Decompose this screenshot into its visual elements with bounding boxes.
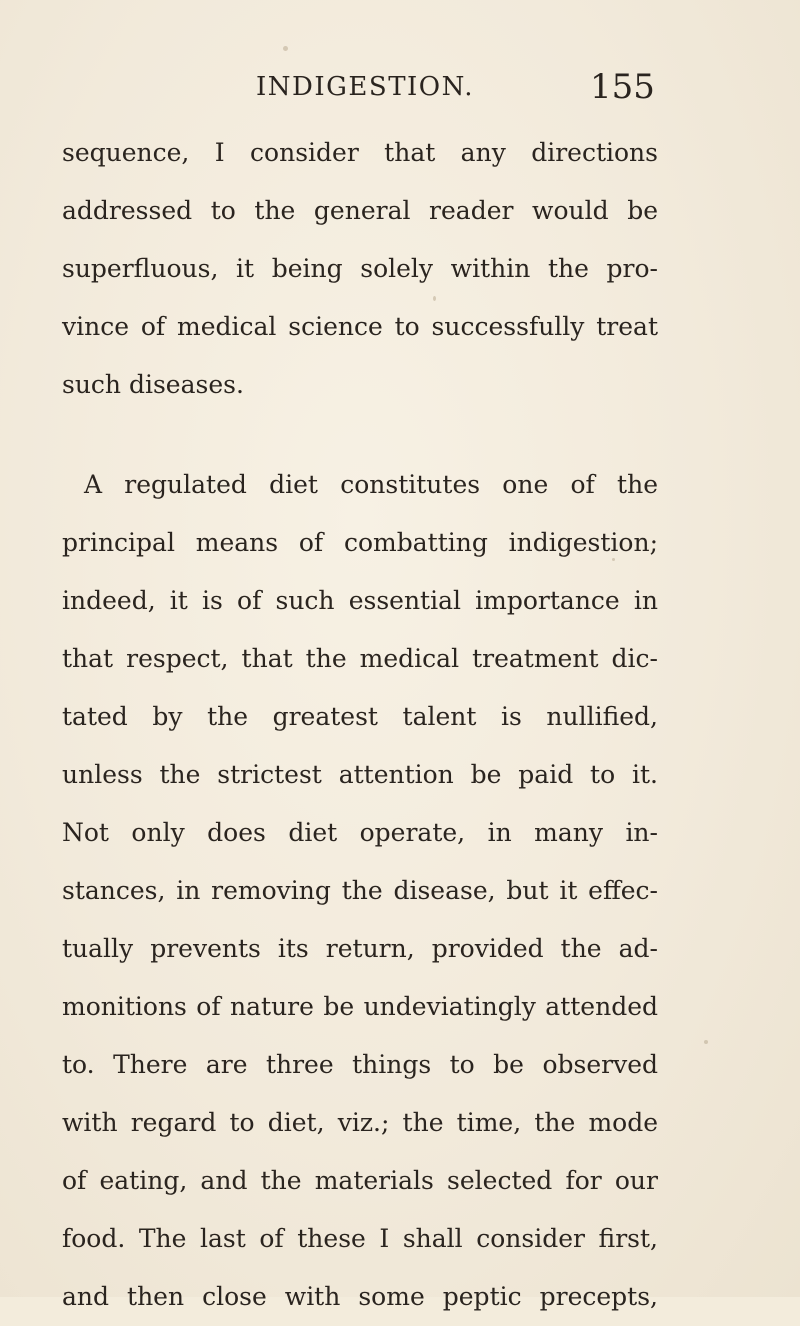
text-line: stances, in removing the disease, but it effec- — [62, 876, 658, 905]
text-line: superfluous, it being solely within the pro- — [62, 254, 658, 283]
text-line: food. The last of these I shall consider first, — [62, 1224, 658, 1253]
paper-speck — [704, 1040, 708, 1044]
paragraph-spacer — [62, 414, 658, 456]
running-head-title: INDIGESTION. — [256, 72, 474, 102]
text-line: that respect, that the medical treatment dic- — [62, 644, 658, 673]
text-line: tated by the greatest talent is nullified, — [62, 702, 658, 731]
text-line: with regard to diet, viz.; the time, the mode — [62, 1108, 658, 1137]
paper-speck — [283, 46, 288, 51]
running-head — [0, 62, 800, 112]
text-line: of eating, and the materials selected for our — [62, 1166, 658, 1195]
text-line: A regulated diet constitutes one of the — [84, 470, 658, 499]
text-line: sequence, I consider that any directions — [62, 138, 658, 167]
text-line: monitions of nature be undeviatingly attended — [62, 992, 658, 1021]
text-line: unless the strictest attention be paid to it. — [62, 760, 658, 789]
text-line: to. There are three things to be observed — [62, 1050, 658, 1079]
page-number: 155 — [590, 67, 655, 107]
text-line: Not only does diet operate, in many in- — [62, 818, 658, 847]
text-line: addressed to the general reader would be — [62, 196, 658, 225]
text-line: vince of medical science to successfully treat — [62, 312, 658, 341]
text-line: principal means of combatting indigestion; — [62, 528, 658, 557]
text-line: and then close with some peptic precepts, — [62, 1282, 658, 1311]
text-line: such diseases. — [62, 370, 244, 399]
paragraph — [62, 456, 658, 1326]
text-line: tually prevents its return, provided the ad- — [62, 934, 658, 963]
body-text — [62, 124, 658, 1326]
text-line: indeed, it is of such essential importance in — [62, 586, 658, 615]
paragraph — [62, 124, 658, 414]
